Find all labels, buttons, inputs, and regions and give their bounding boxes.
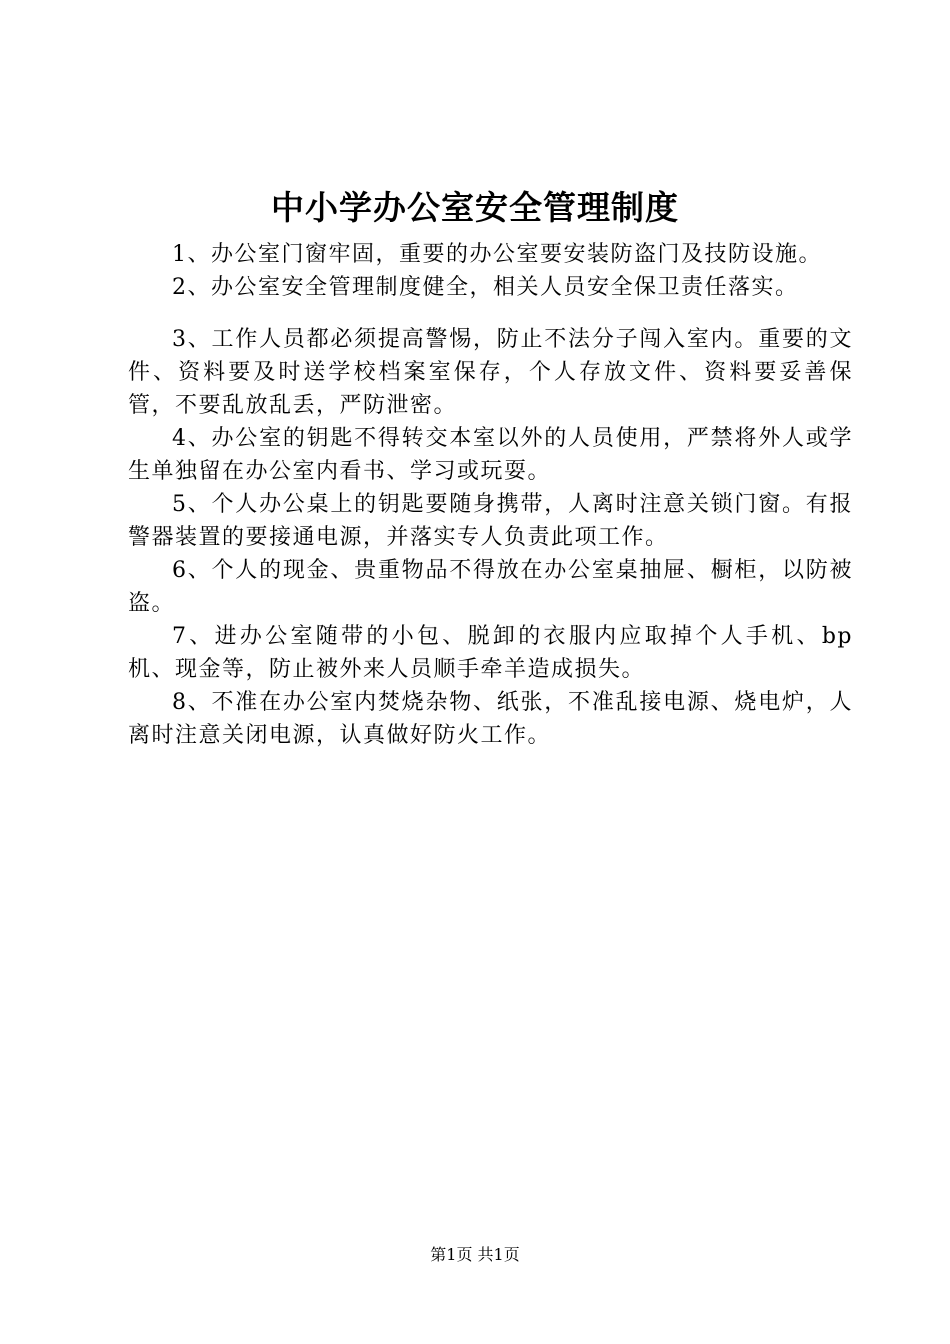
paragraph-2: 2、办公室安全管理制度健全，相关人员安全保卫责任落实。 <box>172 275 799 300</box>
paragraph-3: 3、工作人员都必须提高警惕，防止不法分子闯入室内。重要的文件、资料要及时送学校档案室保存，个人存放文件、资料要妥善保管，不要乱放乱丢，严防泄密。 <box>128 327 853 418</box>
paragraph-6: 6、个人的现金、贵重物品不得放在办公室桌抽屉、橱柜，以防被盗。 <box>128 558 853 616</box>
page-footer: 第1页 共1页 <box>430 1245 520 1264</box>
paragraph-4: 4、办公室的钥匙不得转交本室以外的人员使用，严禁将外人或学生单独留在办公室内看书、学习或玩耍。 <box>128 426 853 484</box>
document-body <box>128 238 853 752</box>
paragraph-7: 7、进办公室随带的小包、脱卸的衣服内应取掉个人手机、bp机、现金等，防止被外来人员顺手牵羊造成损失。 <box>128 624 853 682</box>
paragraph-8: 8、不准在办公室内焚烧杂物、纸张，不准乱接电源、烧电炉，人离时注意关闭电源，认真做好防火工作。 <box>128 690 853 748</box>
document-title: 中小学办公室安全管理制度 <box>271 188 679 227</box>
paragraph-5: 5、个人办公桌上的钥匙要随身携带，人离时注意关锁门窗。有报警器装置的要接通电源，并落实专人负责此项工作。 <box>128 492 853 550</box>
paragraph-1: 1、办公室门窗牢固，重要的办公室要安装防盗门及技防设施。 <box>172 242 822 267</box>
